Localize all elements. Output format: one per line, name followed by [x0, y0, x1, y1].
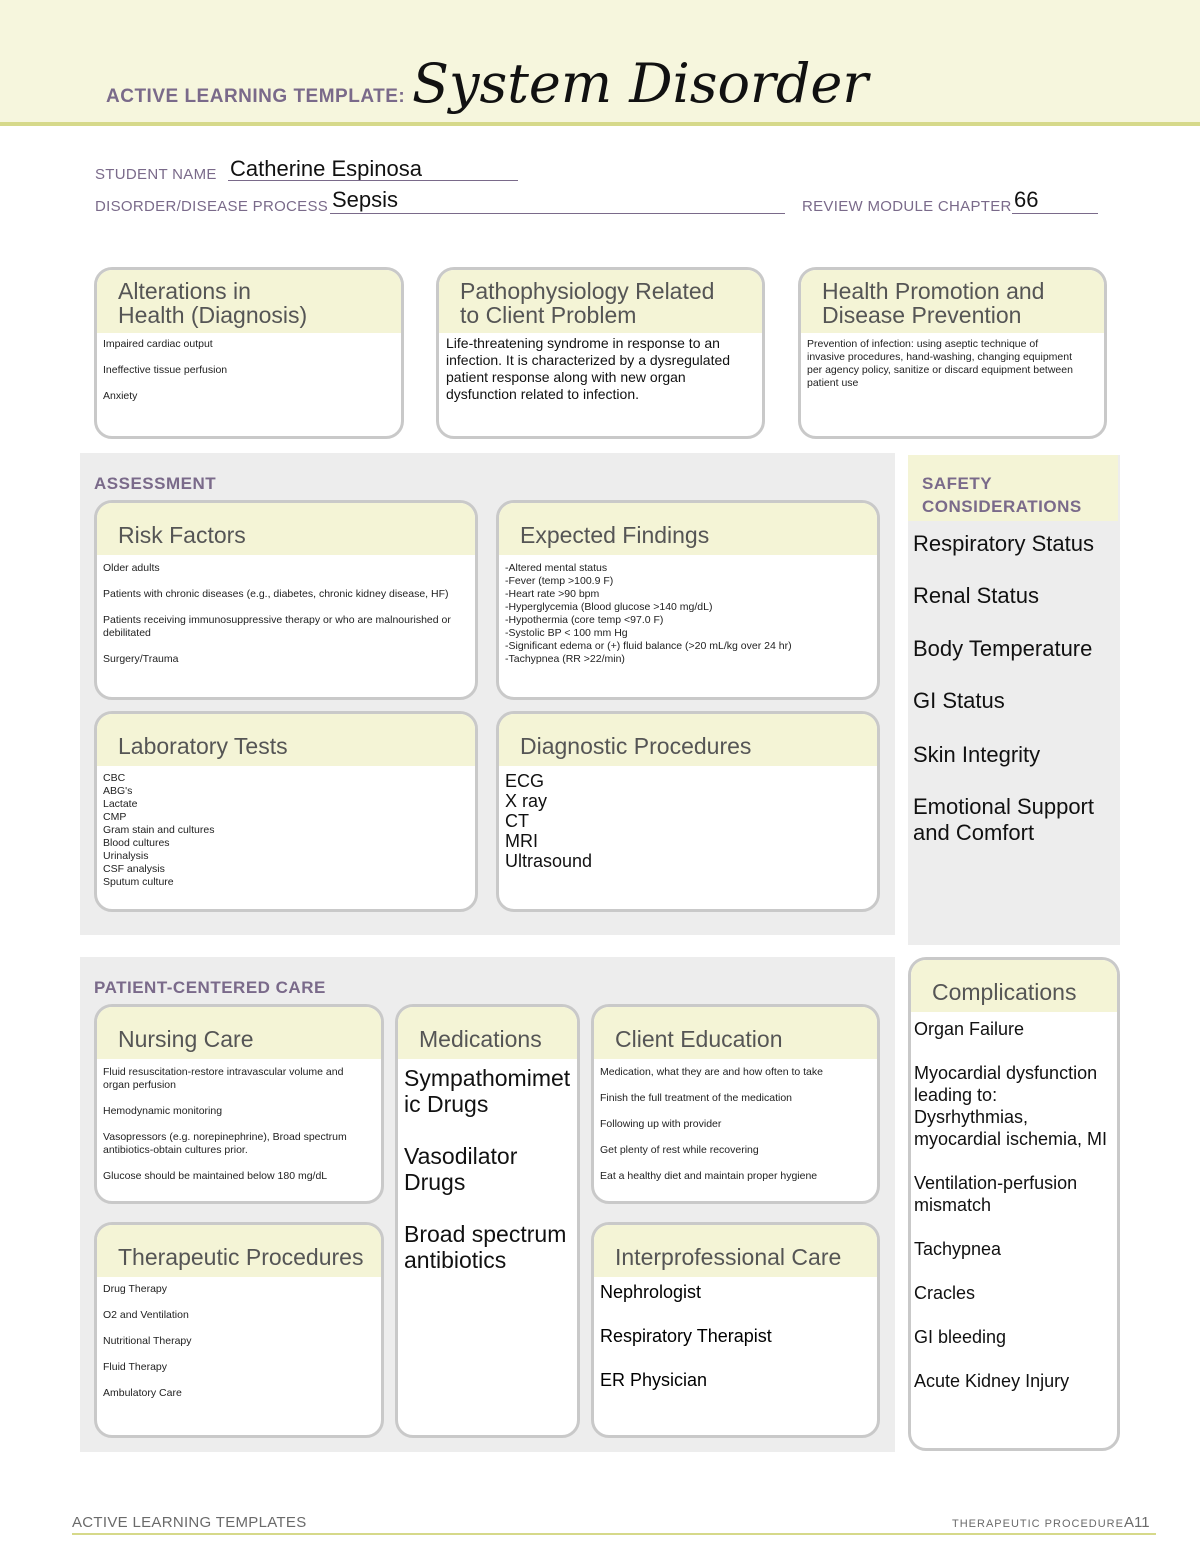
- pathophysiology-card: [436, 267, 765, 439]
- list-item: Glucose should be maintained below 180 mg/dL: [103, 1170, 328, 1182]
- template-title: System Disorder: [412, 52, 869, 115]
- list-item: Fluid Therapy: [103, 1361, 168, 1373]
- list-item: Older adults: [103, 562, 160, 574]
- list-item: MRI: [505, 831, 538, 851]
- student-name-value[interactable]: Catherine Espinosa: [230, 156, 423, 181]
- chapter-value[interactable]: 66: [1014, 187, 1039, 212]
- list-item: Surgery/Trauma: [103, 653, 179, 665]
- safety-heading: [922, 472, 1082, 518]
- list-item: Cracles: [914, 1283, 976, 1303]
- safety-item: GI Status: [913, 688, 1005, 713]
- list-item: ECG: [505, 771, 545, 791]
- assessment-heading: ASSESSMENT: [94, 474, 217, 493]
- list-item: Fluid resuscitation-restore intravascular volume and organ perfusion: [103, 1066, 344, 1091]
- therapeutic-procedures-title: Therapeutic Procedures: [97, 1225, 381, 1277]
- pathophysiology-title-line2: to Client Problem: [460, 302, 637, 328]
- client-education-card: [591, 1004, 880, 1204]
- list-item: Blood cultures: [103, 837, 170, 849]
- alterations-title-line2: Health (Diagnosis): [118, 302, 308, 328]
- expected-findings-body: [499, 555, 877, 670]
- safety-item: Emotional Support: [913, 794, 1094, 819]
- safety-heading-line2: CONSIDERATIONS: [922, 497, 1082, 516]
- list-item: CMP: [103, 811, 127, 823]
- risk-factors-body: [97, 555, 475, 670]
- list-item: -Systolic BP < 100 mm Hg: [505, 627, 628, 639]
- health-promotion-title-line1: Health Promotion and: [822, 278, 1045, 304]
- list-item: Medication, what they are and how often to take: [600, 1066, 823, 1078]
- diagnostic-procedures-title: Diagnostic Procedures: [499, 714, 877, 766]
- list-item: Eat a healthy diet and maintain proper hygiene: [600, 1170, 818, 1182]
- chapter-underline: [1012, 213, 1098, 214]
- pathophysiology-title-line1: Pathophysiology Related: [460, 278, 715, 304]
- list-item: Myocardial dysfunction leading to: Dysrhythmias, myocardial ischemia, MI: [914, 1063, 1108, 1149]
- diagnostic-procedures-card: [496, 711, 880, 912]
- list-item: Patients receiving immunosuppressive therapy or who are malnourished or debilitated: [103, 614, 451, 639]
- health-promotion-title: [801, 270, 1104, 333]
- list-item: Gram stain and cultures: [103, 824, 215, 836]
- disorder-label: DISORDER/DISEASE PROCESS: [95, 198, 329, 215]
- alterations-body: [97, 333, 401, 407]
- list-item: Impaired cardiac output: [103, 338, 213, 350]
- patient-care-heading: PATIENT-CENTERED CARE: [94, 978, 326, 997]
- medications-body: [398, 1059, 577, 1303]
- list-item: X ray: [505, 791, 548, 811]
- template-label: ACTIVE LEARNING TEMPLATE:: [106, 86, 406, 107]
- client-education-title: Client Education: [594, 1007, 877, 1059]
- safety-heading-line1: SAFETY: [922, 474, 993, 493]
- list-item: O2 and Ventilation: [103, 1309, 189, 1321]
- nursing-care-body: [97, 1059, 381, 1187]
- list-item: CSF analysis: [103, 863, 165, 875]
- list-item: Urinalysis: [103, 850, 149, 862]
- nursing-care-card: [94, 1004, 384, 1204]
- interprofessional-care-body: [594, 1277, 877, 1395]
- laboratory-tests-title: Laboratory Tests: [97, 714, 475, 766]
- list-item: CT: [505, 811, 529, 831]
- interprofessional-care-card: [591, 1222, 880, 1438]
- alterations-card: [94, 267, 404, 439]
- list-item: Respiratory Therapist: [600, 1326, 772, 1346]
- list-item: Get plenty of rest while recovering: [600, 1144, 759, 1156]
- safety-item: Respiratory Status: [913, 531, 1094, 556]
- disorder-value[interactable]: Sepsis: [332, 187, 399, 212]
- list-item: Ambulatory Care: [103, 1387, 182, 1399]
- list-item: Patients with chronic diseases (e.g., diabetes, chronic kidney disease, HF): [103, 588, 449, 600]
- list-item: Ultrasound: [505, 851, 593, 871]
- health-promotion-title-line2: Disease Prevention: [822, 302, 1022, 328]
- list-item: Drug Therapy: [103, 1283, 168, 1295]
- expected-findings-card: [496, 500, 880, 700]
- therapeutic-procedures-card: [94, 1222, 384, 1438]
- health-promotion-text: Prevention of infection: using aseptic technique of invasive procedures, hand-washing, changing equipment per agency policy, sanitize or discard equipment between patient use: [807, 338, 1073, 389]
- list-item: Broad spectrum antibiotics: [404, 1221, 567, 1273]
- footer-right-label: THERAPEUTIC PROCEDURE: [952, 1518, 1124, 1530]
- alterations-title: [97, 270, 401, 333]
- safety-item: Renal Status: [913, 583, 1039, 608]
- footer-left-label: ACTIVE LEARNING TEMPLATES: [72, 1514, 307, 1531]
- pathophysiology-title: [439, 270, 762, 333]
- list-item: Tachypnea: [914, 1239, 1002, 1259]
- safety-item: Skin Integrity: [913, 742, 1041, 767]
- medications-title: Medications: [398, 1007, 577, 1059]
- alterations-title-line1: Alterations in: [118, 278, 251, 304]
- footer-rule: [72, 1533, 1156, 1535]
- list-item: CBC: [103, 772, 126, 784]
- therapeutic-procedures-body: [97, 1277, 381, 1404]
- list-item: Anxiety: [103, 390, 138, 402]
- interprofessional-care-title: Interprofessional Care: [594, 1225, 877, 1277]
- risk-factors-card: [94, 500, 478, 700]
- complications-body: [911, 1012, 1117, 1418]
- list-item: Organ Failure: [914, 1019, 1025, 1039]
- list-item: Following up with provider: [600, 1118, 722, 1130]
- list-item: Sputum culture: [103, 876, 174, 888]
- nursing-care-title: Nursing Care: [97, 1007, 381, 1059]
- list-item: -Significant edema or (+) fluid balance (>20 mL/kg over 24 hr): [505, 640, 792, 652]
- expected-findings-title: Expected Findings: [499, 503, 877, 555]
- laboratory-tests-body: [97, 766, 475, 893]
- page-number: A11: [1124, 1514, 1150, 1531]
- safety-item: and Comfort: [913, 820, 1035, 845]
- complications-title: Complications: [911, 960, 1117, 1012]
- pathophysiology-text: Life-threatening syndrome in response to an infection. It is characterized by a dysregulated patient response along with new organ dysfunction related to infection.: [446, 335, 731, 402]
- disorder-underline: [330, 213, 785, 214]
- chapter-label: REVIEW MODULE CHAPTER: [802, 198, 1012, 215]
- list-item: -Fever (temp >100.9 F): [505, 575, 614, 587]
- list-item: Acute Kidney Injury: [914, 1371, 1070, 1391]
- medications-card: [395, 1004, 580, 1438]
- client-education-body: [594, 1059, 877, 1187]
- list-item: Vasopressors (e.g. norepinephrine), Broad spectrum antibiotics-obtain cultures prior.: [103, 1131, 347, 1156]
- list-item: -Tachypnea (RR >22/min): [505, 653, 625, 665]
- list-item: Ventilation-perfusion mismatch: [914, 1173, 1078, 1215]
- list-item: ER Physician: [600, 1370, 708, 1390]
- list-item: Finish the full treatment of the medication: [600, 1092, 793, 1104]
- list-item: Nutritional Therapy: [103, 1335, 192, 1347]
- list-item: -Heart rate >90 bpm: [505, 588, 600, 600]
- list-item: Sympathomimetic Drugs: [404, 1065, 571, 1117]
- list-item: Hemodynamic monitoring: [103, 1105, 223, 1117]
- list-item: -Hypothermia (core temp <97.0 F): [505, 614, 664, 626]
- diagnostic-procedures-body: [499, 766, 877, 875]
- safety-item: Body Temperature: [913, 636, 1093, 661]
- health-promotion-card: [798, 267, 1107, 439]
- list-item: Ineffective tissue perfusion: [103, 364, 228, 376]
- complications-card: [908, 957, 1120, 1451]
- laboratory-tests-card: [94, 711, 478, 912]
- list-item: Vasodilator Drugs: [404, 1143, 518, 1195]
- list-item: -Hyperglycemia (Blood glucose >140 mg/dL): [505, 601, 713, 613]
- risk-factors-title: Risk Factors: [97, 503, 475, 555]
- list-item: GI bleeding: [914, 1327, 1007, 1347]
- list-item: Lactate: [103, 798, 138, 810]
- student-name-label: STUDENT NAME: [95, 166, 217, 183]
- list-item: ABG's: [103, 785, 133, 797]
- list-item: -Altered mental status: [505, 562, 608, 574]
- list-item: Nephrologist: [600, 1282, 702, 1302]
- header-rule: [0, 122, 1200, 126]
- student-name-underline: [228, 180, 518, 181]
